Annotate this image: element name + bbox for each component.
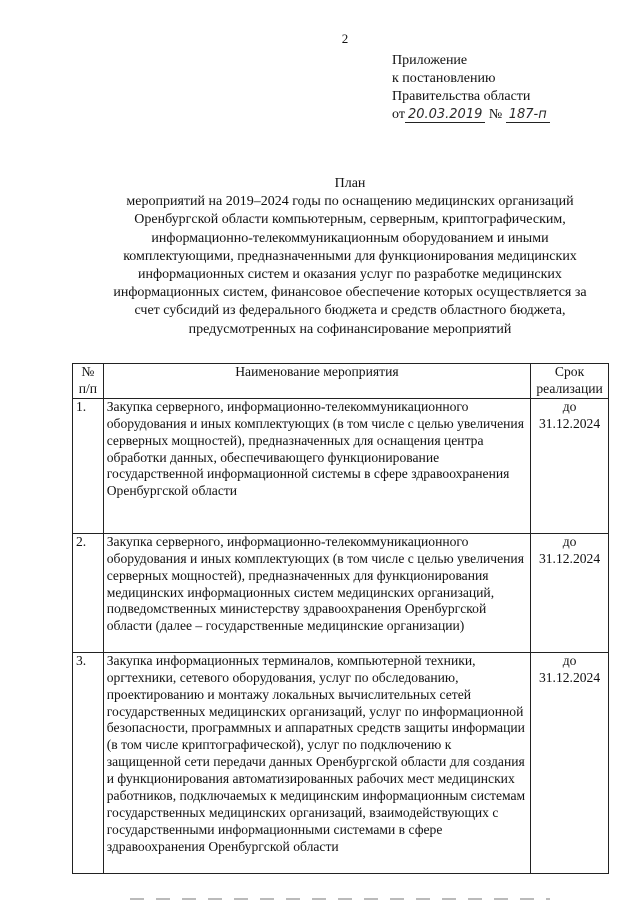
handwritten-number: 187-п: [506, 108, 550, 123]
plan-heading: План: [334, 176, 366, 191]
row-term: до 31.12.2024: [531, 398, 609, 533]
row-name: Закупка информационных терминалов, компьютерной техники, оргтехники, сетевого оборудования, услуг по обследованию, проектированию и монтажу локальных вычислительных сетей государственных медицинских организаций, услуг по информационной безопасности, программных и аппаратных средств защиты информации (в том числе криптографической), услуг по подключению к защищенной сети передачи данных Оренбургской области для создания и функционирования автоматизированных рабочих мест медицинских работников, подключаемых к медицинским информационным системам государственных медицинских организаций, взаимодействующих с государственными информационными системами в сфере здравоохранения Оренбургской области: [103, 652, 530, 873]
appendix-line-2: к постановлению: [392, 71, 496, 86]
header-num: № п/п: [73, 364, 104, 399]
date-prefix: от: [392, 107, 405, 122]
header-name: Наименование мероприятия: [103, 364, 530, 399]
page-number: 2: [341, 31, 349, 46]
table-row: [73, 652, 609, 873]
plan-table: [72, 363, 609, 874]
scan-artifact-line: [130, 898, 550, 900]
handwritten-date: 20.03.2019: [405, 108, 485, 123]
table-header-row: [73, 364, 609, 399]
plan-description: мероприятий на 2019–2024 годы по оснащению медицинских организаций Оренбургской области компьютерным, серверным, криптографическим, информационно-телекоммуникационным оборудованием и иными комплектующими, предназначенными для функционирования медицинских информационных систем и оказания услуг по разработке медицинских информационных систем, финансовое обеспечение которых осуществляется за счет субсидий из федерального бюджета и средств областного бюджета, предусмотренных на софинансирование мероприятий: [113, 194, 587, 337]
table-row: [73, 533, 609, 652]
appendix-line-1: Приложение: [392, 53, 468, 68]
appendix-date-line: [392, 106, 550, 124]
row-name: Закупка серверного, информационно-телекоммуникационного оборудования и иных комплектующих (в том числе с целью увеличения серверных мощностей), предназначенных для функционирования медицинских информационных систем медицинских организаций, подведомственных министерству здравоохранения Оренбургской области (далее – государственные медицинские организации): [103, 533, 530, 652]
number-sign: №: [488, 107, 503, 122]
document-title: [100, 175, 600, 339]
row-term: до 31.12.2024: [531, 533, 609, 652]
row-num: 1.: [73, 398, 104, 533]
appendix-line-3: Правительства области: [392, 89, 531, 104]
row-num: 2.: [73, 533, 104, 652]
row-num: 3.: [73, 652, 104, 873]
table-row: [73, 398, 609, 533]
appendix-block: [392, 52, 550, 124]
row-name: Закупка серверного, информационно-телекоммуникационного оборудования и иных комплектующих (в том числе с целью увеличения серверных мощностей), предназначенных для оснащения центра обработки данных, обеспечивающего функционирование государственной информационной системы в сфере здравоохранения Оренбургской области: [103, 398, 530, 533]
row-term: до 31.12.2024: [531, 652, 609, 873]
header-term: Срок реализации: [531, 364, 609, 399]
